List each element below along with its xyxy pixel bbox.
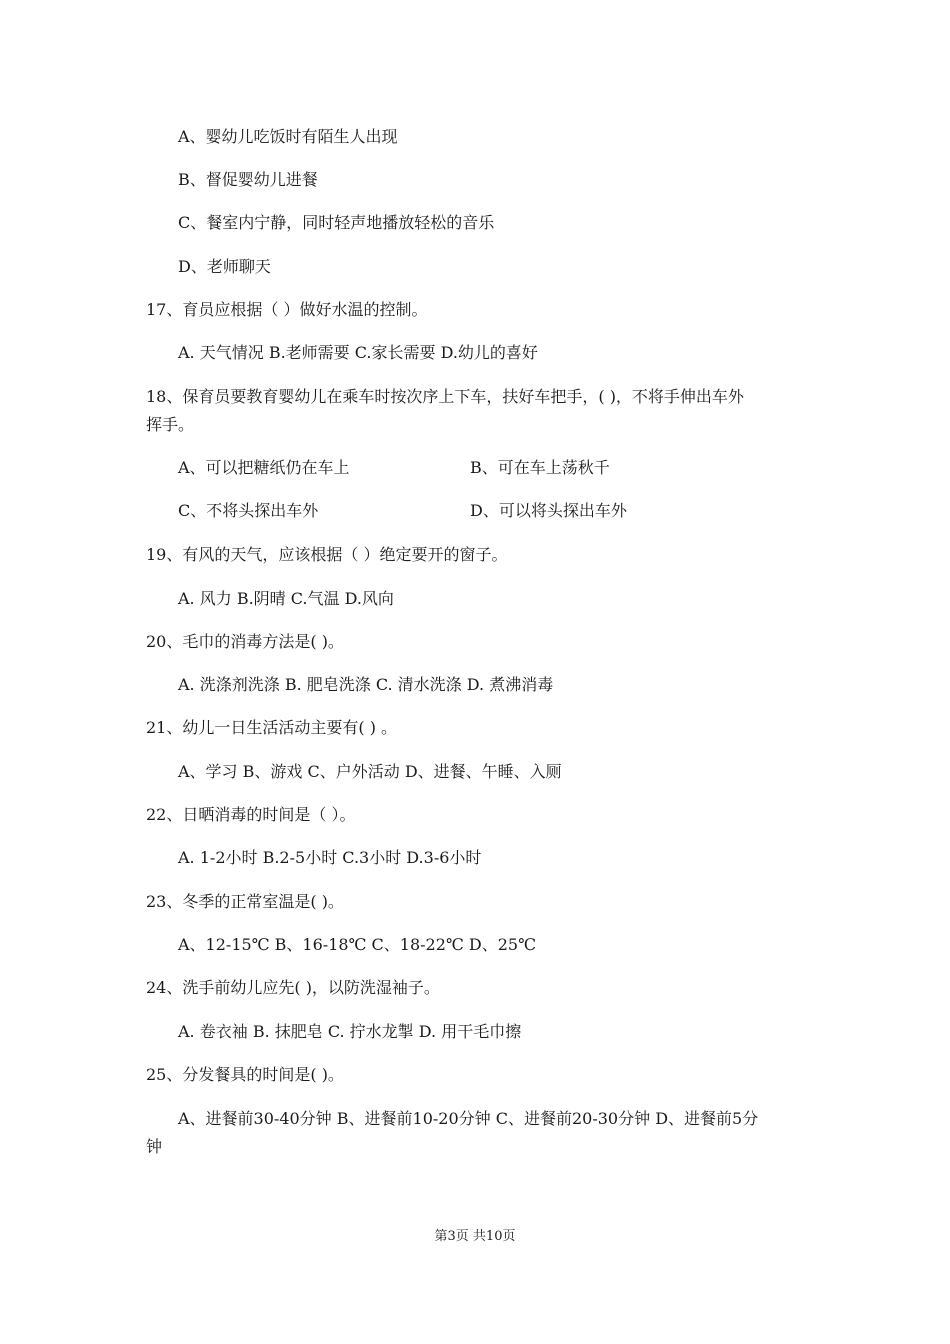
q24-stem: 24、洗手前幼儿应先( )，以防洗湿袖子。	[146, 978, 440, 997]
q19-stem: 19、有风的天气，应该根据（ ）绝定要开的窗子。	[146, 545, 508, 564]
q18-option-c: C、不将头探出车外	[178, 501, 319, 520]
q25-stem: 25、分发餐具的时间是( )。	[146, 1065, 344, 1084]
q25-options-line2: 钟	[146, 1137, 163, 1156]
q16-option-a: A、婴幼儿吃饭时有陌生人出现	[178, 127, 398, 146]
q17-stem: 17、育员应根据（ ）做好水温的控制。	[146, 300, 428, 319]
page-number-footer: 第3页 共10页	[434, 1229, 516, 1244]
q22-options: A. 1-2小时 B.2-5小时 C.3小时 D.3-6小时	[178, 848, 482, 867]
q20-options: A. 洗涤剂洗涤 B. 肥皂洗涤 C. 清水洗涤 D. 煮沸消毒	[178, 675, 554, 694]
q23-options: A、12-15℃ B、16-18℃ C、18-22℃ D、25℃	[178, 935, 536, 954]
q21-stem: 21、幼儿一日生活活动主要有( ) 。	[146, 718, 398, 737]
q22-stem: 22、日晒消毒的时间是（ ）。	[146, 805, 356, 824]
q16-option-d: D、老师聊天	[178, 257, 271, 276]
q18-option-b: B、可在车上荡秋千	[470, 458, 610, 477]
q16-option-b: B、督促婴幼儿进餐	[178, 170, 318, 189]
q25-options-line1: A、进餐前30-40分钟 B、进餐前10-20分钟 C、进餐前20-30分钟 D、进餐前5分	[178, 1109, 759, 1128]
q18-stem-line1: 18、保育员要教育婴幼儿在乘车时按次序上下车，扶好车把手，( )，不将手伸出车外	[146, 387, 744, 406]
q18-stem-line2: 挥手。	[146, 415, 195, 434]
q19-options: A. 风力 B.阴晴 C.气温 D.风向	[178, 589, 394, 608]
q16-option-c: C、餐室内宁静，同时轻声地播放轻松的音乐	[178, 213, 495, 232]
q24-options: A. 卷衣袖 B. 抹肥皂 C. 拧水龙掣 D. 用干毛巾擦	[178, 1022, 522, 1041]
q18-option-a: A、可以把糖纸仍在车上	[178, 458, 350, 477]
q17-options: A. 天气情况 B.老师需要 C.家长需要 D.幼儿的喜好	[178, 343, 538, 362]
q20-stem: 20、毛巾的消毒方法是( )。	[146, 632, 344, 651]
q21-options: A、学习 B、游戏 C、户外活动 D、进餐、午睡、入厕	[178, 762, 562, 781]
q18-option-d: D、可以将头探出车外	[470, 501, 627, 520]
q23-stem: 23、冬季的正常室温是( )。	[146, 892, 344, 911]
